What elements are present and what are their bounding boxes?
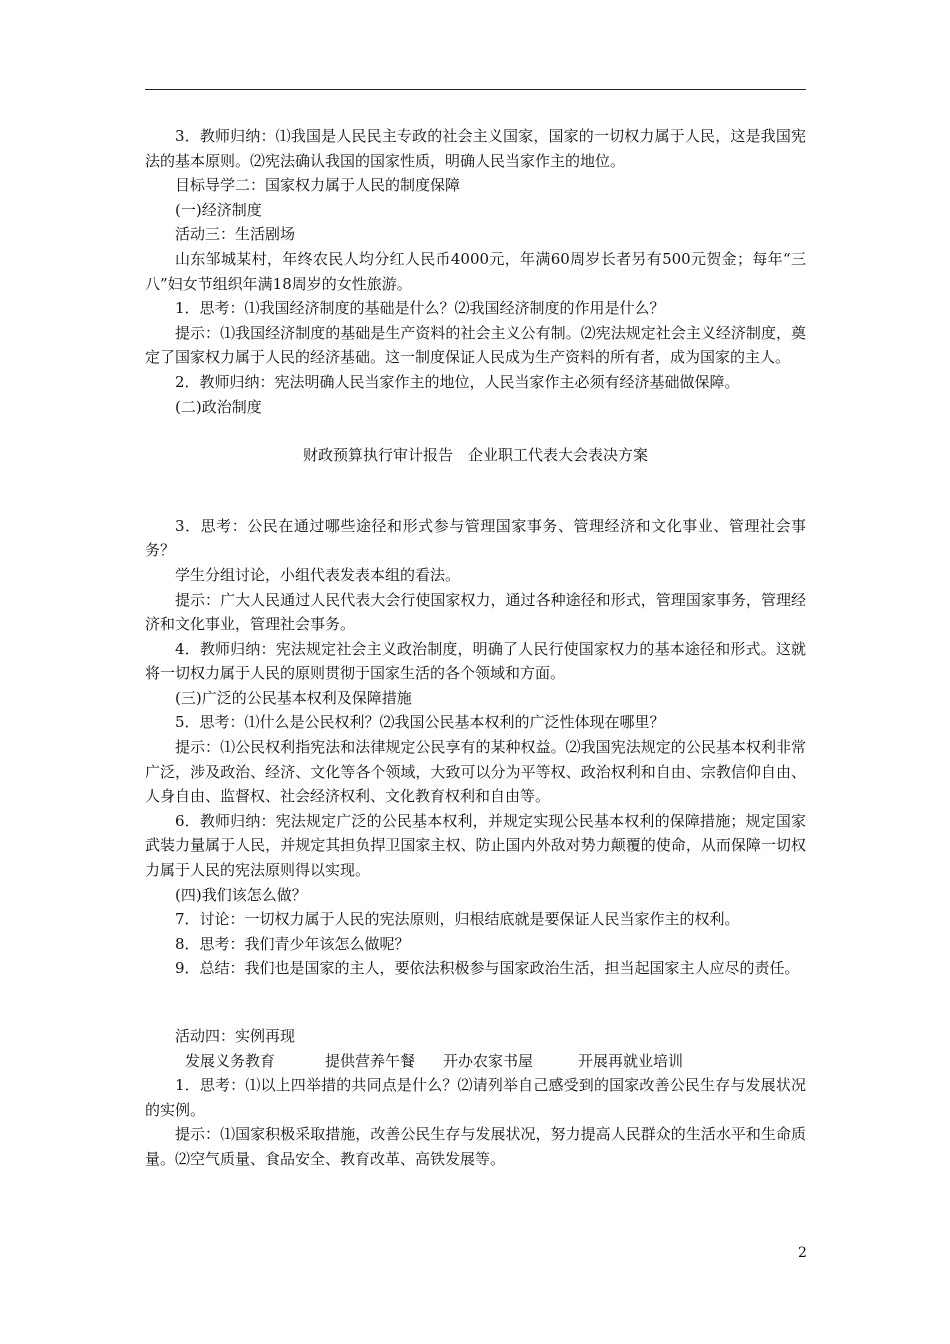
activity-items	[145, 1049, 806, 1074]
activity-item: 开展再就业培训	[578, 1051, 684, 1070]
subsection-heading: (四)我们该怎么做？	[175, 885, 307, 904]
activity-heading: 活动四：实例再现	[175, 1027, 296, 1045]
activity-item: 发展义务教育	[185, 1051, 276, 1070]
paragraph: 1．思考：⑴以上四举措的共同点是什么？⑵请列举自己感受到的国家改善公民生存与发展状况的实例。	[145, 1076, 806, 1119]
paragraph: 6．教师归纳：宪法规定广泛的公民基本权利，并规定实现公民基本权利的保障措施；规定国家武装力量属于人民，并规定其担负捍卫国家主权、防止国内外敌对势力颠覆的使命，从而保障一切权力属于人民的宪法原则得以实现。	[145, 811, 806, 880]
activity-item: 提供营养午餐	[325, 1051, 416, 1070]
paragraph: 4．教师归纳：宪法规定社会主义政治制度，明确了人民行使国家权力的基本途径和形式。这就将一切权力属于人民的原则贯彻于国家生活的各个领域和方面。	[145, 639, 806, 683]
subsection-heading: (二)政治制度	[175, 397, 262, 416]
page-number: 2	[798, 1245, 807, 1261]
paragraph: 山东邹城某村，年终农民人均分红人民币4000元，年满60周岁长者另有500元贺金；每年“三八”妇女节组织年满18周岁的女性旅游。	[145, 249, 806, 293]
paragraph: 提示：⑴国家积极采取措施，改善公民生存与发展状况，努力提高人民群众的生活水平和生命质量。⑵空气质量、食品安全、教育改革、高铁发展等。	[145, 1125, 806, 1168]
page-content	[145, 124, 806, 1172]
paragraph: 提示：⑴我国经济制度的基础是生产资料的社会主义公有制。⑵宪法规定社会主义经济制度，奠定了国家权力属于人民的经济基础。这一制度保证人民成为生产资料的所有者，成为国家的主人。	[145, 323, 806, 367]
paragraph: 5．思考：⑴什么是公民权利？⑵我国公民基本权利的广泛性体现在哪里？	[175, 713, 665, 732]
paragraph: 学生分组讨论，小组代表发表本组的看法。	[175, 565, 461, 584]
subsection-heading: (一)经济制度	[175, 200, 262, 219]
paragraph: 1．思考：⑴我国经济制度的基础是什么？⑵我国经济制度的作用是什么？	[175, 299, 665, 318]
paragraph: 7．讨论：一切权力属于人民的宪法原则，归根结底就是要保证人民当家作主的权利。	[175, 910, 740, 929]
paragraph: 提示：广大人民通过人民代表大会行使国家权力，通过各种途径和形式，管理国家事务，管理经济和文化事业，管理社会事务。	[145, 590, 806, 634]
section-heading: 目标导学二：国家权力属于人民的制度保障	[175, 176, 461, 195]
image-caption: 财政预算执行审计报告 企业职工代表大会表决方案	[302, 446, 648, 465]
activity-heading: 活动三：生活剧场	[175, 225, 296, 244]
activity-item: 开办农家书屋	[443, 1051, 534, 1070]
header-rule	[145, 89, 806, 90]
paragraph: 3．教师归纳：⑴我国是人民民主专政的社会主义国家，国家的一切权力属于人民，这是我国宪法的基本原则。⑵宪法确认我国的国家性质，明确人民当家作主的地位。	[145, 127, 806, 170]
paragraph: 3．思考：公民在通过哪些途径和形式参与管理国家事务、管理经济和文化事业、管理社会事务？	[145, 516, 806, 560]
paragraph: 2．教师归纳：宪法明确人民当家作主的地位，人民当家作主必须有经济基础做保障。	[175, 372, 740, 391]
paragraph: 提示：⑴公民权利指宪法和法律规定公民享有的某种权益。⑵我国宪法规定的公民基本权利非常广泛，涉及政治、经济、文化等各个领域，大致可以分为平等权、政治权利和自由、宗教信仰自由、人身自由、监督权、社会经济权利、文化教育权利和自由等。	[145, 738, 806, 806]
paragraph: 8．思考：我们青少年该怎么做呢？	[175, 934, 410, 953]
subsection-heading: (三)广泛的公民基本权利及保障措施	[175, 688, 412, 707]
paragraph: 9．总结：我们也是国家的主人，要依法积极参与国家政治生活，担当起国家主人应尽的责任。	[175, 959, 800, 978]
